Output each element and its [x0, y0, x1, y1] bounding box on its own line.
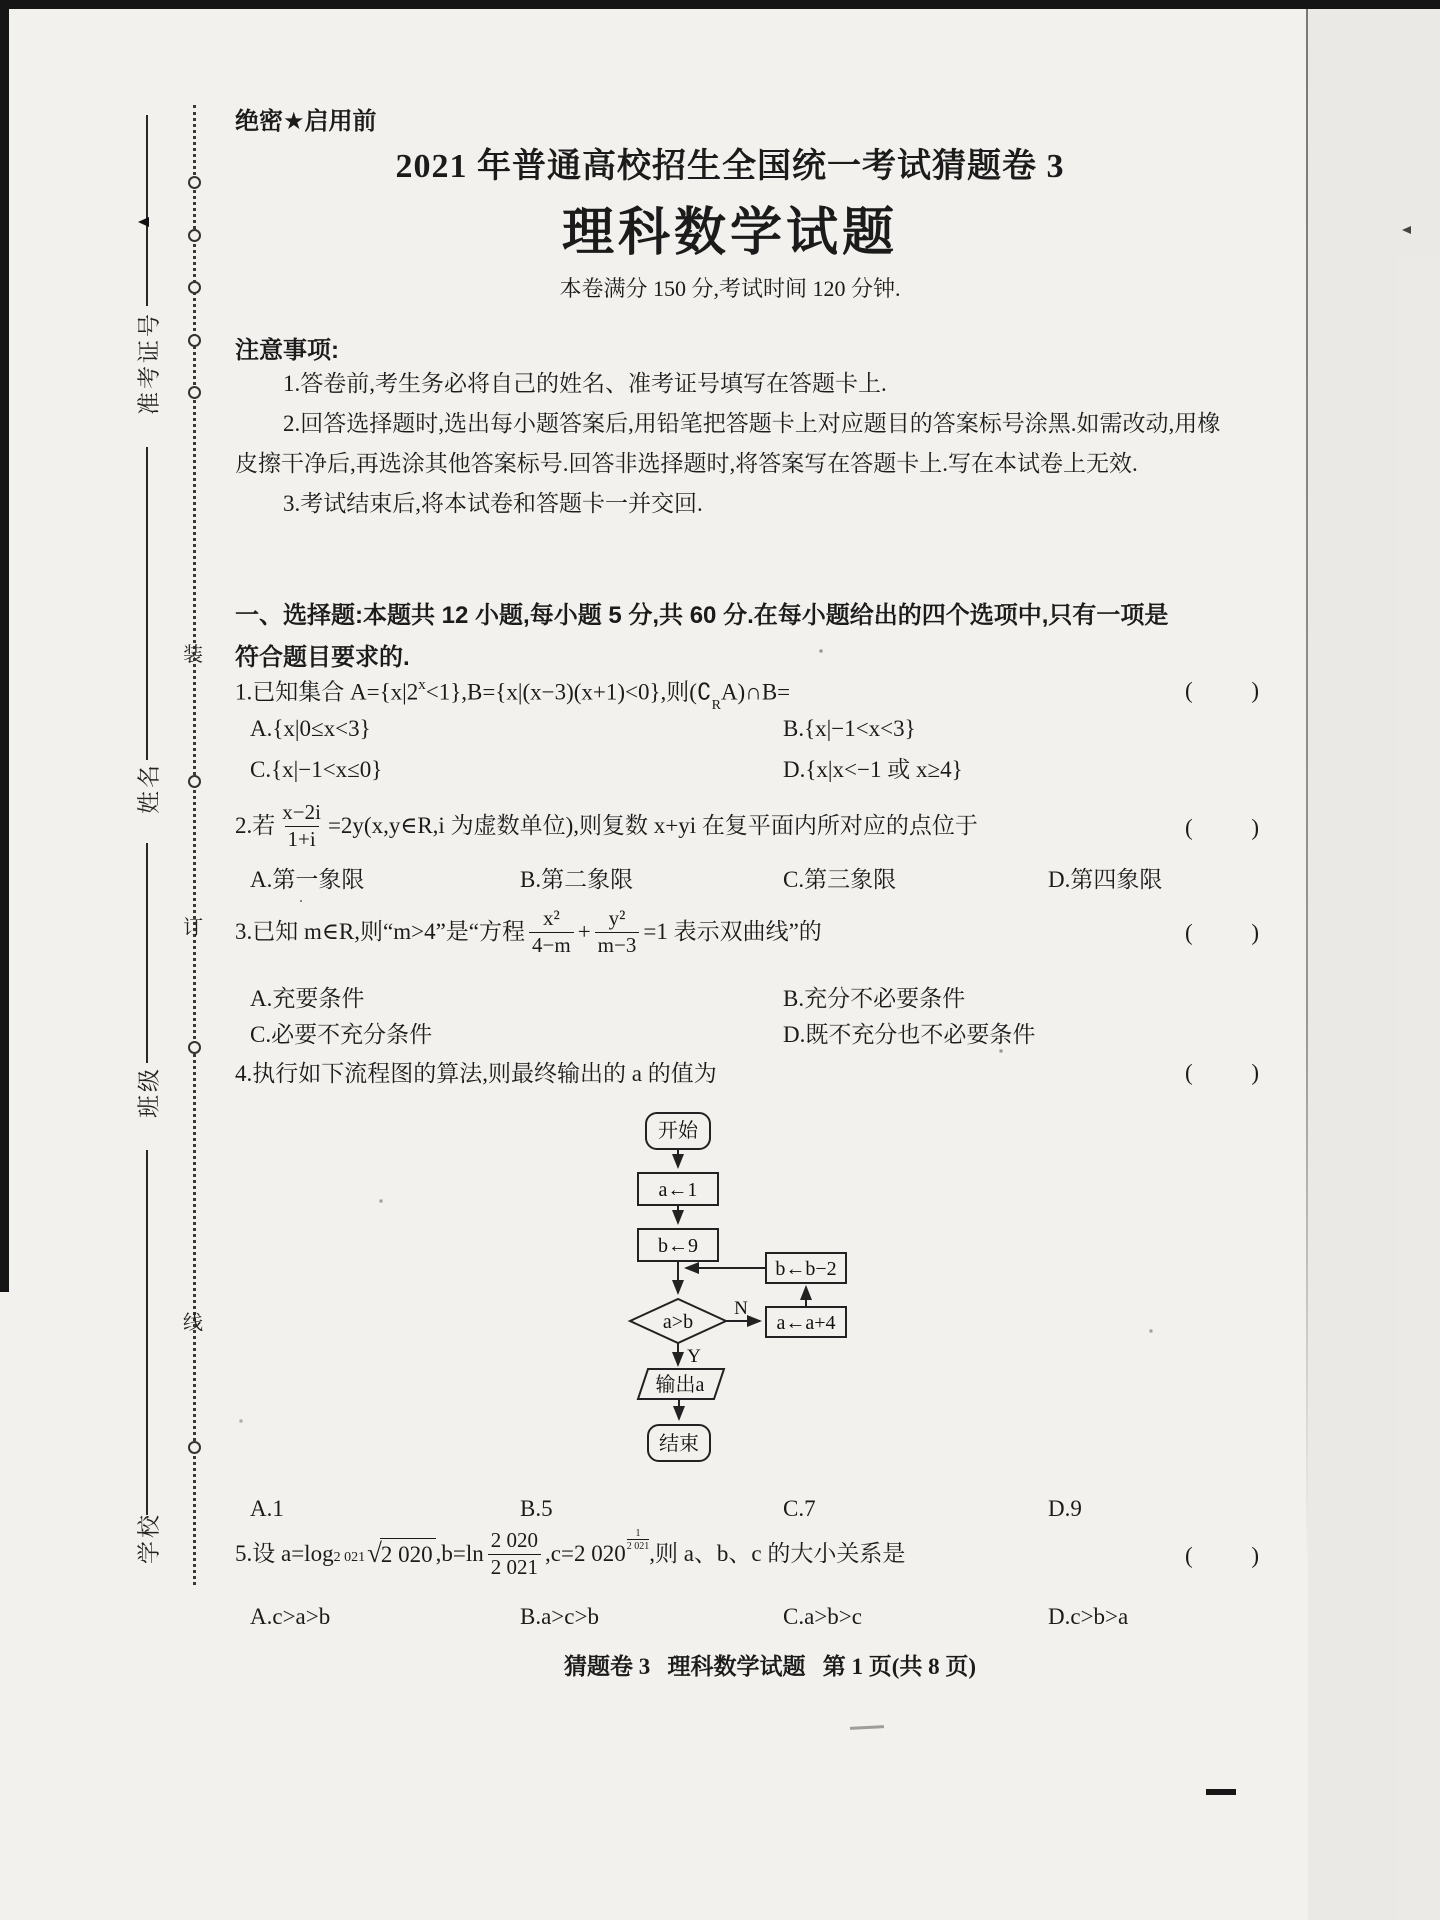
q1-option-a: A.{x|0≤x<3}	[250, 716, 371, 741]
q2-option-a: A.第一象限	[250, 867, 365, 892]
q5-stem	[235, 1528, 905, 1580]
fraction-denominator: 1+i	[285, 826, 319, 851]
q2-fraction	[279, 801, 324, 850]
q1-answer-blank	[1185, 678, 1259, 704]
page-footer: 猜题卷 3 理科数学试题 第 1 页(共 8 页)	[563, 1654, 977, 1679]
q5-answer-blank	[1185, 1543, 1259, 1569]
stitch-hole	[188, 1441, 201, 1454]
stitch-hole	[188, 281, 201, 294]
q2-stem	[235, 800, 978, 852]
stitch-hole	[188, 1041, 201, 1054]
paren-open: (	[1185, 920, 1193, 945]
q1-exponent: x	[418, 677, 426, 693]
q3-fraction-1	[529, 907, 574, 956]
q3-option-b: B.充分不必要条件	[783, 986, 966, 1011]
flow-start-label: 开始	[658, 1120, 698, 1142]
q3-text: 3.已知 m∈R,则“m>4”是“方程	[235, 918, 525, 944]
q4-option-a: A.1	[250, 1496, 284, 1521]
fraction-numerator: 2 020	[490, 1528, 539, 1553]
q5-text: 5.设 a=log	[235, 1540, 334, 1566]
flow-update-b-label: b←b−2	[775, 1258, 837, 1280]
sqrt-body: 2 020	[380, 1538, 436, 1570]
q2-option-b: B.第二象限	[520, 867, 634, 892]
scan-top-border	[0, 0, 1440, 9]
registration-arrow-left-icon	[138, 217, 149, 227]
field-label-name: 姓名	[136, 762, 162, 814]
security-label: 绝密★启用前	[235, 108, 377, 135]
paren-close: )	[1251, 1060, 1259, 1085]
field-line-segment	[146, 843, 148, 1063]
q2-answer-blank	[1185, 815, 1259, 841]
note-line: 2.回答选择题时,选出每小题答案后,用铅笔把答题卡上对应题目的答案标号涂黑.如需改动,用橡	[283, 411, 1221, 436]
field-label-class: 班级	[136, 1066, 162, 1118]
q5-exponent-fraction	[627, 1528, 650, 1552]
field-line-segment	[146, 1150, 148, 1515]
scan-dash-artifact	[1206, 1789, 1236, 1795]
flow-init-b-label: b←9	[658, 1235, 698, 1257]
q5-log-base: 2 021	[333, 1550, 366, 1566]
stitch-hole	[188, 176, 201, 189]
q3-answer-blank	[1185, 920, 1259, 946]
field-line-segment	[146, 447, 148, 760]
q4-stem: 4.执行如下流程图的算法,则最终输出的 a 的值为	[235, 1061, 717, 1086]
binding-dotted-line	[193, 105, 196, 1585]
q2-option-d: D.第四象限	[1048, 867, 1163, 892]
q3-plus-sign: +	[577, 918, 591, 944]
q2-text: =2y(x,y∈R,i 为虚数单位),则复数 x+yi 在复平面内所对应的点位于	[327, 812, 978, 838]
q4-flowchart	[520, 1103, 860, 1468]
q3-fraction-2	[595, 907, 640, 956]
paren-close: )	[1251, 815, 1259, 840]
paren-close: )	[1251, 920, 1259, 945]
q4-option-b: B.5	[520, 1496, 553, 1521]
paren-open: (	[1185, 1543, 1193, 1568]
q3-text: =1 表示双曲线”的	[643, 918, 822, 944]
flow-output-label: 输出a	[655, 1374, 705, 1396]
fraction-denominator: m−3	[595, 932, 640, 957]
q3-option-d: D.既不充分也不必要条件	[783, 1022, 1036, 1047]
flow-yes-label: Y	[687, 1346, 701, 1367]
stitch-hole	[188, 386, 201, 399]
q1-option-d: D.{x|x<−1 或 x≥4}	[783, 757, 963, 782]
field-label-school: 学校	[136, 1512, 162, 1564]
exp-numerator: 1	[635, 1528, 641, 1539]
q2-text: 2.若	[235, 812, 276, 838]
scan-left-border	[0, 0, 9, 1292]
q5-text: ,b=ln	[435, 1540, 484, 1566]
q5-text: ,则 a、b、c 的大小关系是	[649, 1540, 906, 1566]
stitch-hole	[188, 229, 201, 242]
q3-option-c: C.必要不充分条件	[250, 1022, 433, 1047]
q1-stem	[235, 677, 791, 714]
fraction-denominator: 4−m	[529, 932, 574, 957]
fraction-numerator: x²	[542, 906, 560, 931]
fraction-numerator: y²	[608, 906, 626, 931]
flow-update-a-label: a←a+4	[776, 1312, 836, 1334]
flow-end-label: 结束	[659, 1433, 699, 1455]
paren-close: )	[1251, 678, 1259, 703]
flow-cond-label: a>b	[662, 1311, 694, 1333]
q1-subscript: R	[711, 698, 721, 714]
note-line: 皮擦干净后,再选涂其他答案标号.回答非选择题时,将答案写在答题卡上.写在本试卷上无效.	[235, 451, 1138, 476]
flow-init-a-label: a←1	[658, 1179, 698, 1201]
binding-char-ding: 订	[183, 917, 203, 939]
fraction-numerator: x−2i	[282, 800, 321, 825]
exam-title: 2021 年普通高校招生全国统一考试猜题卷 3	[395, 148, 1065, 185]
q5-option-c: C.a>b>c	[783, 1604, 862, 1629]
registration-arrow-right-icon	[1402, 226, 1411, 234]
q5-option-d: D.c>b>a	[1048, 1604, 1129, 1629]
q1-option-b: B.{x|−1<x<3}	[783, 716, 916, 741]
stitch-hole	[188, 775, 201, 788]
fraction-denominator: 2 021	[488, 1554, 541, 1579]
binding-char-zhuang: 装	[183, 644, 203, 666]
q4-answer-blank	[1185, 1060, 1259, 1086]
paren-open: (	[1185, 815, 1193, 840]
note-line: 1.答卷前,考生务必将自己的姓名、准考证号填写在答题卡上.	[283, 371, 887, 396]
paper-info: 本卷满分 150 分,考试时间 120 分钟.	[559, 276, 901, 301]
binding-char-xian: 线	[183, 1312, 203, 1334]
q1-text: A)∩B=	[720, 679, 791, 705]
q4-option-d: D.9	[1048, 1496, 1082, 1521]
q4-option-c: C.7	[783, 1496, 816, 1521]
pencil-mark-artifact	[850, 1725, 884, 1730]
flow-no-label: N	[734, 1298, 748, 1319]
field-label-admission-number: 准考证号	[136, 311, 162, 415]
q3-option-a: A.充要条件	[250, 986, 365, 1011]
notes-heading: 注意事项:	[235, 337, 339, 364]
section-heading-line2: 符合题目要求的.	[235, 644, 410, 671]
section-heading-line1: 一、选择题:本题共 12 小题,每小题 5 分,共 60 分.在每小题给出的四个选项中,只有一项是	[235, 602, 1169, 629]
scan-specks	[300, 900, 302, 902]
q1-text: <1},B={x|(x−3)(x+1)<0},则(∁	[425, 679, 712, 705]
paren-open: (	[1185, 1060, 1193, 1085]
page-margin-strip	[1308, 9, 1440, 1920]
q5-fraction	[488, 1529, 541, 1578]
paper-title: 理科数学试题	[561, 204, 898, 262]
paren-close: )	[1251, 1543, 1259, 1568]
q5-option-a: A.c>a>b	[250, 1604, 331, 1629]
q5-option-b: B.a>c>b	[520, 1604, 599, 1629]
sqrt-sign: √	[367, 1538, 382, 1569]
paren-open: (	[1185, 678, 1193, 703]
q2-option-c: C.第三象限	[783, 867, 897, 892]
note-line: 3.考试结束后,将本试卷和答题卡一并交回.	[283, 491, 703, 516]
q3-stem	[235, 903, 822, 961]
q5-text: ,c=2 020	[545, 1540, 626, 1566]
exp-denominator: 2 021	[626, 1541, 650, 1552]
q1-text: 1.已知集合 A={x|2	[235, 679, 419, 705]
q1-option-c: C.{x|−1<x≤0}	[250, 757, 383, 782]
field-line-segment	[146, 115, 148, 306]
stitch-hole	[188, 334, 201, 347]
